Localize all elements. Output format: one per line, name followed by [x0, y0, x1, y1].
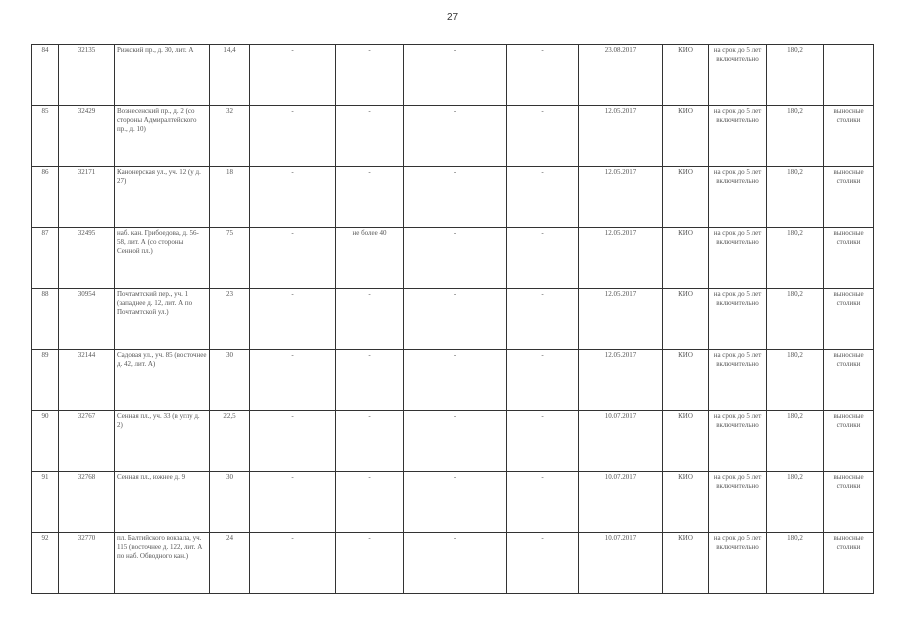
column-8-cell: -: [507, 472, 579, 533]
object-id: 32135: [59, 45, 115, 106]
column-7-cell: -: [404, 45, 507, 106]
page-number: 27: [446, 12, 459, 23]
code-cell: 180,2: [767, 228, 824, 289]
column-6-cell: -: [336, 472, 404, 533]
column-5-cell: -: [250, 411, 336, 472]
term-cell: на срок до 5 лет включительно: [709, 533, 767, 594]
column-8-cell: -: [507, 228, 579, 289]
column-6-cell: -: [336, 350, 404, 411]
term-cell: на срок до 5 лет включительно: [709, 411, 767, 472]
table-row: [32, 106, 874, 167]
column-6-cell: не более 40: [336, 228, 404, 289]
object-id: 30954: [59, 289, 115, 350]
column-8-cell: -: [507, 106, 579, 167]
code-cell: 180,2: [767, 533, 824, 594]
code-cell: 180,2: [767, 45, 824, 106]
type-cell: выносные столики: [824, 289, 874, 350]
column-6-cell: -: [336, 45, 404, 106]
code-cell: 180,2: [767, 411, 824, 472]
table-row: [32, 533, 874, 594]
column-7-cell: -: [404, 106, 507, 167]
area-cell: 18: [210, 167, 250, 228]
table-row: [32, 228, 874, 289]
date-cell: 12.05.2017: [579, 228, 663, 289]
address-cell: Садовая ул., уч. 85 (восточнее д. 42, лит. А): [115, 350, 210, 411]
table-row: [32, 289, 874, 350]
column-6-cell: -: [336, 289, 404, 350]
area-cell: 30: [210, 472, 250, 533]
organization-cell: КИО: [663, 45, 709, 106]
column-5-cell: -: [250, 167, 336, 228]
row-number: 88: [32, 289, 59, 350]
date-cell: 23.08.2017: [579, 45, 663, 106]
code-cell: 180,2: [767, 472, 824, 533]
table-row: [32, 472, 874, 533]
address-cell: пл. Балтийского вокзала, уч. 115 (восточнее д. 122, лит. А по наб. Обводного кан.): [115, 533, 210, 594]
organization-cell: КИО: [663, 411, 709, 472]
object-id: 32429: [59, 106, 115, 167]
address-cell: наб. кан. Грибоедова, д. 56-58, лит. А (со стороны Сенной пл.): [115, 228, 210, 289]
column-8-cell: -: [507, 45, 579, 106]
column-7-cell: -: [404, 228, 507, 289]
address-cell: Рижский пр., д. 30, лит. А: [115, 45, 210, 106]
code-cell: 180,2: [767, 167, 824, 228]
column-8-cell: -: [507, 167, 579, 228]
area-cell: 75: [210, 228, 250, 289]
column-5-cell: -: [250, 472, 336, 533]
column-8-cell: -: [507, 289, 579, 350]
column-7-cell: -: [404, 350, 507, 411]
table-row: [32, 411, 874, 472]
date-cell: 12.05.2017: [579, 106, 663, 167]
date-cell: 10.07.2017: [579, 411, 663, 472]
column-7-cell: -: [404, 533, 507, 594]
object-id: 32171: [59, 167, 115, 228]
type-cell: выносные столики: [824, 167, 874, 228]
column-7-cell: -: [404, 289, 507, 350]
table-row: [32, 167, 874, 228]
object-id: 32767: [59, 411, 115, 472]
row-number: 89: [32, 350, 59, 411]
term-cell: на срок до 5 лет включительно: [709, 167, 767, 228]
area-cell: 14,4: [210, 45, 250, 106]
type-cell: выносные столики: [824, 472, 874, 533]
column-6-cell: -: [336, 167, 404, 228]
term-cell: на срок до 5 лет включительно: [709, 289, 767, 350]
column-6-cell: -: [336, 533, 404, 594]
organization-cell: КИО: [663, 350, 709, 411]
table-row: [32, 45, 874, 106]
table-row: [32, 350, 874, 411]
code-cell: 180,2: [767, 350, 824, 411]
area-cell: 23: [210, 289, 250, 350]
type-cell: выносные столики: [824, 533, 874, 594]
column-7-cell: -: [404, 472, 507, 533]
registry-table: [31, 44, 874, 594]
date-cell: 12.05.2017: [579, 167, 663, 228]
column-7-cell: -: [404, 167, 507, 228]
organization-cell: КИО: [663, 228, 709, 289]
object-id: 32768: [59, 472, 115, 533]
date-cell: 10.07.2017: [579, 472, 663, 533]
term-cell: на срок до 5 лет включительно: [709, 350, 767, 411]
row-number: 85: [32, 106, 59, 167]
column-5-cell: -: [250, 228, 336, 289]
date-cell: 10.07.2017: [579, 533, 663, 594]
area-cell: 30: [210, 350, 250, 411]
area-cell: 24: [210, 533, 250, 594]
address-cell: Сенная пл., южнее д. 9: [115, 472, 210, 533]
row-number: 92: [32, 533, 59, 594]
column-6-cell: -: [336, 411, 404, 472]
term-cell: на срок до 5 лет включительно: [709, 228, 767, 289]
organization-cell: КИО: [663, 167, 709, 228]
term-cell: на срок до 5 лет включительно: [709, 45, 767, 106]
area-cell: 22,5: [210, 411, 250, 472]
organization-cell: КИО: [663, 106, 709, 167]
organization-cell: КИО: [663, 289, 709, 350]
object-id: 32770: [59, 533, 115, 594]
column-5-cell: -: [250, 45, 336, 106]
column-6-cell: -: [336, 106, 404, 167]
area-cell: 32: [210, 106, 250, 167]
column-8-cell: -: [507, 350, 579, 411]
object-id: 32495: [59, 228, 115, 289]
column-5-cell: -: [250, 533, 336, 594]
type-cell: выносные столики: [824, 350, 874, 411]
type-cell: выносные столики: [824, 411, 874, 472]
code-cell: 180,2: [767, 289, 824, 350]
row-number: 84: [32, 45, 59, 106]
code-cell: 180,2: [767, 106, 824, 167]
column-5-cell: -: [250, 106, 336, 167]
row-number: 90: [32, 411, 59, 472]
address-cell: Канонерская ул., уч. 12 (у д. 27): [115, 167, 210, 228]
column-5-cell: -: [250, 289, 336, 350]
type-cell: выносные столики: [824, 106, 874, 167]
row-number: 91: [32, 472, 59, 533]
date-cell: 12.05.2017: [579, 350, 663, 411]
organization-cell: КИО: [663, 472, 709, 533]
column-8-cell: -: [507, 533, 579, 594]
date-cell: 12.05.2017: [579, 289, 663, 350]
type-cell: выносные столики: [824, 228, 874, 289]
column-7-cell: -: [404, 411, 507, 472]
organization-cell: КИО: [663, 533, 709, 594]
column-8-cell: -: [507, 411, 579, 472]
column-5-cell: -: [250, 350, 336, 411]
type-cell: [824, 45, 874, 106]
object-id: 32144: [59, 350, 115, 411]
row-number: 86: [32, 167, 59, 228]
address-cell: Сенная пл., уч. 33 (в углу д. 2): [115, 411, 210, 472]
term-cell: на срок до 5 лет включительно: [709, 472, 767, 533]
address-cell: Вознесенский пр., д. 2 (со стороны Адмиралтейского пр., д. 10): [115, 106, 210, 167]
row-number: 87: [32, 228, 59, 289]
address-cell: Почтамтский пер., уч. 1 (западнее д. 12, лит. А по Почтамтской ул.): [115, 289, 210, 350]
term-cell: на срок до 5 лет включительно: [709, 106, 767, 167]
